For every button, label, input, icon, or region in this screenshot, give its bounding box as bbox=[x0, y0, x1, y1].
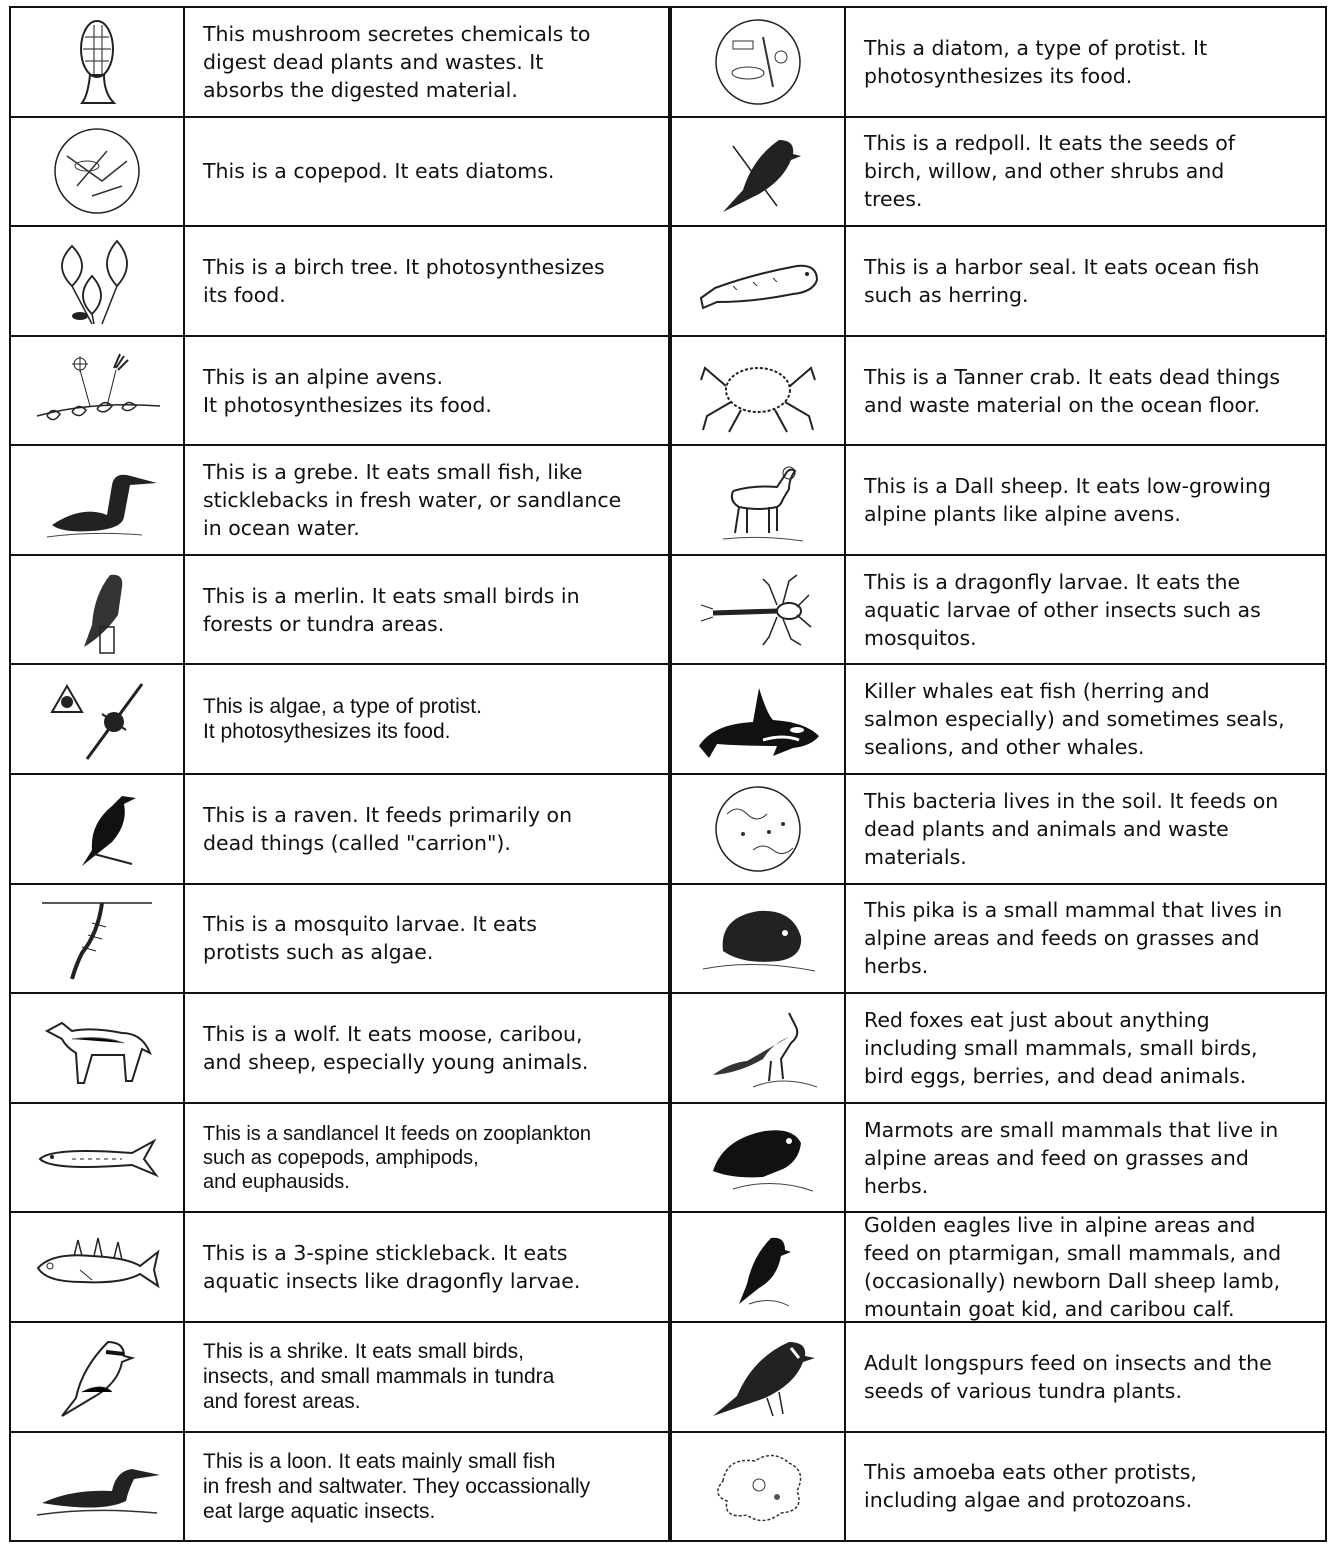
table-row bbox=[11, 1104, 668, 1214]
organism-description: This pika is a small mammal that lives in alpine areas and feeds on grasses and herbs. bbox=[864, 898, 1283, 979]
amoeba-icon bbox=[672, 1433, 846, 1541]
table-row bbox=[672, 1213, 1325, 1323]
table-row bbox=[672, 118, 1325, 228]
left-column bbox=[9, 6, 668, 1542]
organism-description: This is a copepod. It eats diatoms. bbox=[203, 159, 555, 184]
pika-icon bbox=[672, 885, 846, 993]
organism-description: This is a harbor seal. It eats ocean fish such as herring. bbox=[864, 254, 1260, 307]
birch-tree-icon bbox=[11, 227, 185, 335]
golden-eagle-icon bbox=[672, 1213, 846, 1321]
harbor-seal-icon bbox=[672, 227, 846, 335]
organism-description: This is a dragonfly larvae. It eats the aquatic larvae of other insects such as mosquitos. bbox=[864, 569, 1261, 650]
right-column bbox=[668, 6, 1327, 1542]
table-row bbox=[672, 665, 1325, 775]
table-row bbox=[672, 994, 1325, 1104]
organism-description: Golden eagles live in alpine areas and feed on ptarmigan, small mammals, and (occasionally) newborn Dall sheep lamb, mountain goat kid, and caribou calf. bbox=[864, 1213, 1282, 1322]
table-row bbox=[672, 446, 1325, 556]
algae-icon bbox=[11, 665, 185, 773]
table-row bbox=[11, 227, 668, 337]
table-row bbox=[11, 8, 668, 118]
organism-description: This is a Tanner crab. It eats dead things and waste material on the ocean floor. bbox=[864, 364, 1281, 417]
table-row bbox=[11, 665, 668, 775]
organism-description: This is a shrike. It eats small birds, insects, and small mammals in tundra and forest areas. bbox=[203, 1340, 555, 1414]
table-row bbox=[11, 337, 668, 447]
marmot-icon bbox=[672, 1104, 846, 1212]
organism-description: This bacteria lives in the soil. It feeds on dead plants and animals and waste materials. bbox=[864, 788, 1279, 869]
organism-description: This is a redpoll. It eats the seeds of birch, willow, and other shrubs and trees. bbox=[864, 131, 1236, 212]
organism-description: Marmots are small mammals that live in alpine areas and feed on grasses and herbs. bbox=[864, 1117, 1279, 1198]
wolf-icon bbox=[11, 994, 185, 1102]
organism-description: This is a grebe. It eats small fish, like sticklebacks in fresh water, or sandlance in ocean water. bbox=[203, 460, 622, 541]
table-row bbox=[672, 337, 1325, 447]
organism-description: This is an alpine avens. It photosynthesizes its food. bbox=[203, 364, 492, 417]
loon-icon bbox=[11, 1433, 185, 1541]
table-row bbox=[11, 1433, 668, 1541]
sandlance-icon bbox=[11, 1104, 185, 1212]
table-row bbox=[672, 1433, 1325, 1541]
shrike-icon bbox=[11, 1323, 185, 1431]
tanner-crab-icon bbox=[672, 337, 846, 445]
organism-description: This is a sandlancel It feeds on zooplankton such as copepods, amphipods, and euphausids. bbox=[203, 1122, 592, 1193]
table-row bbox=[11, 885, 668, 995]
organism-description: This a diatom, a type of protist. It photosynthesizes its food. bbox=[864, 35, 1208, 88]
organism-description: Killer whales eat fish (herring and salmon especially) and sometimes seals, sealions, and other whales. bbox=[864, 679, 1285, 760]
dragonfly-larvae-icon bbox=[672, 556, 846, 664]
stickleback-icon bbox=[11, 1213, 185, 1321]
merlin-icon bbox=[11, 556, 185, 664]
dall-sheep-icon bbox=[672, 446, 846, 554]
bacteria-icon bbox=[672, 775, 846, 883]
redpoll-icon bbox=[672, 118, 846, 226]
copepod-icon bbox=[11, 118, 185, 226]
killer-whale-icon bbox=[672, 665, 846, 773]
table-row bbox=[672, 556, 1325, 666]
table-row bbox=[11, 118, 668, 228]
longspur-icon bbox=[672, 1323, 846, 1431]
organism-description: Red foxes eat just about anything including small mammals, small birds, bird eggs, berries, and dead animals. bbox=[864, 1007, 1258, 1088]
organism-description: Adult longspurs feed on insects and the seeds of various tundra plants. bbox=[864, 1350, 1272, 1403]
table-row bbox=[11, 446, 668, 556]
table-row bbox=[672, 775, 1325, 885]
organism-card-table bbox=[9, 6, 1327, 1542]
alpine-avens-icon bbox=[11, 337, 185, 445]
table-row bbox=[672, 1104, 1325, 1214]
organism-description: This is a raven. It feeds primarily on dead things (called "carrion"). bbox=[203, 802, 573, 855]
red-fox-icon bbox=[672, 994, 846, 1102]
table-row bbox=[672, 227, 1325, 337]
table-row bbox=[11, 994, 668, 1104]
diatom-icon bbox=[672, 8, 846, 116]
organism-description: This amoeba eats other protists, including algae and protozoans. bbox=[864, 1460, 1197, 1513]
table-row bbox=[11, 1213, 668, 1323]
organism-description: This is a loon. It eats mainly small fish in fresh and saltwater. They occassionally eat large aquatic insects. bbox=[203, 1449, 591, 1523]
raven-icon bbox=[11, 775, 185, 883]
organism-description: This mushroom secretes chemicals to digest dead plants and wastes. It absorbs the digested material. bbox=[203, 21, 591, 102]
organism-description: This is a merlin. It eats small birds in forests or tundra areas. bbox=[203, 583, 580, 636]
mushroom-icon bbox=[11, 8, 185, 116]
grebe-icon bbox=[11, 446, 185, 554]
organism-description: This is algae, a type of protist. It photosythesizes its food. bbox=[203, 695, 482, 744]
table-row bbox=[11, 775, 668, 885]
organism-description: This is a 3-spine stickleback. It eats aquatic insects like dragonfly larvae. bbox=[203, 1241, 581, 1294]
table-row bbox=[672, 8, 1325, 118]
organism-description: This is a wolf. It eats moose, caribou, and sheep, especially young animals. bbox=[203, 1021, 589, 1074]
organism-description: This is a Dall sheep. It eats low-growing alpine plants like alpine avens. bbox=[864, 474, 1271, 527]
table-row bbox=[672, 885, 1325, 995]
mosquito-larvae-icon bbox=[11, 885, 185, 993]
table-row bbox=[11, 1323, 668, 1433]
organism-description: This is a mosquito larvae. It eats protists such as algae. bbox=[203, 912, 537, 965]
table-row bbox=[672, 1323, 1325, 1433]
table-row bbox=[11, 556, 668, 666]
organism-description: This is a birch tree. It photosynthesizes its food. bbox=[203, 254, 605, 307]
